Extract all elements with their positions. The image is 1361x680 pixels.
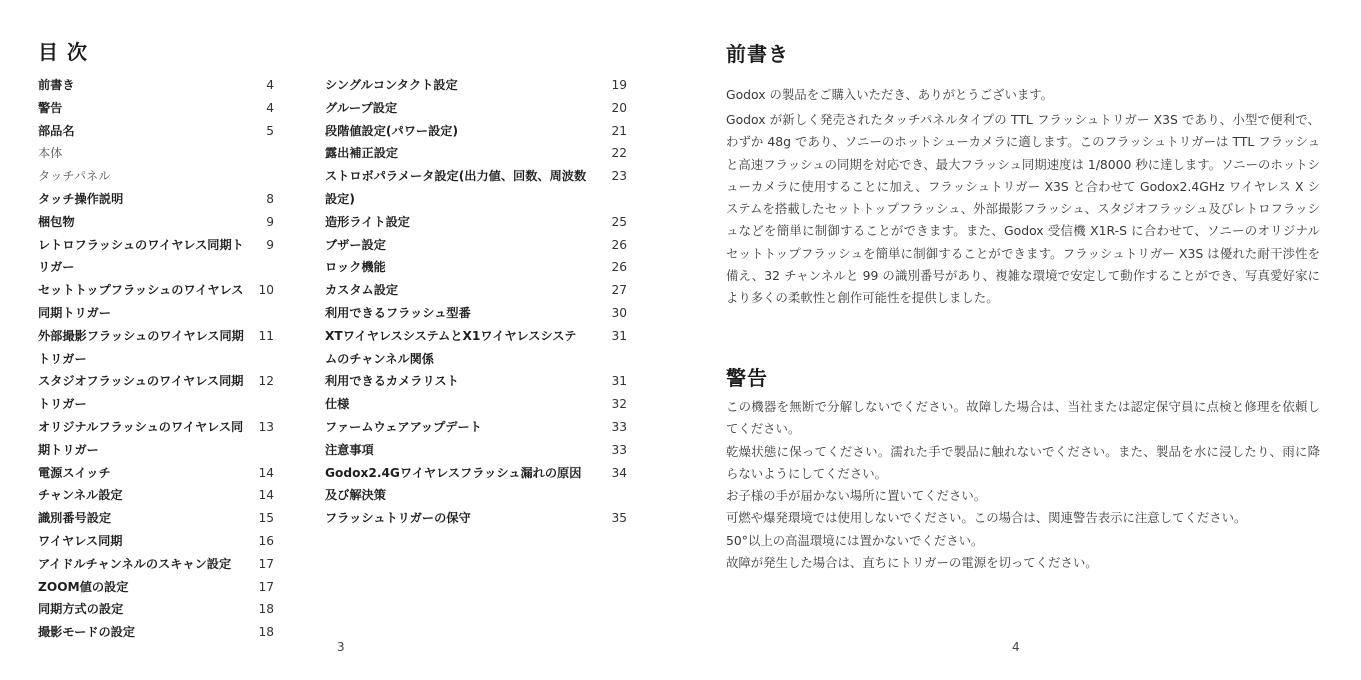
toc-entry[interactable]: [38, 325, 274, 371]
toc-entry-title: 識別番号設定: [38, 511, 112, 526]
preface-intro: Godox の製品をご購入いただき、ありがとうございます。: [726, 87, 1054, 102]
toc-entry[interactable]: [325, 302, 627, 325]
toc-entry-page: 31: [611, 374, 627, 389]
toc-entry-page: 33: [611, 442, 627, 457]
toc-entry[interactable]: [38, 621, 274, 644]
toc-entry-title: 造形ライト設定: [325, 214, 410, 229]
toc-title: 目 次: [38, 40, 88, 64]
toc-column-2: [325, 74, 627, 530]
toc-column-1: [38, 74, 274, 644]
toc-entry-title: アイドルチャンネルのスキャン設定: [38, 556, 232, 571]
toc-entry-title: Godox2.4Gワイヤレスフラッシュ漏れの原因及び解決策: [325, 465, 582, 503]
toc-entry-page: 16: [258, 533, 274, 548]
toc-entry[interactable]: [38, 279, 274, 325]
toc-entry-title: 注意事項: [325, 442, 374, 457]
toc-entry[interactable]: [38, 97, 274, 120]
toc-entry-page: 5: [266, 123, 274, 138]
toc-entry[interactable]: [325, 439, 627, 462]
toc-entry-page: 12: [258, 374, 274, 389]
toc-entry-title: ブザー設定: [325, 237, 386, 252]
toc-entry-title: レトロフラッシュのワイヤレス同期トリガー: [38, 237, 244, 275]
toc-entry-page: 23: [611, 169, 627, 184]
warning-item: 乾燥状態に保ってください。濡れた手で製品に触れないでください。また、製品を水に浸したり、雨に降らないようにしてください。: [726, 443, 1320, 481]
toc-entry[interactable]: [38, 598, 274, 621]
toc-entry[interactable]: [325, 279, 627, 302]
toc-entry[interactable]: [325, 325, 627, 371]
toc-entry-page: 17: [258, 556, 274, 571]
toc-entry-page: 13: [258, 419, 274, 434]
toc-entry[interactable]: [325, 416, 627, 439]
toc-entry-page: 32: [611, 397, 627, 412]
toc-entry[interactable]: [325, 97, 627, 120]
toc-entry[interactable]: [38, 416, 274, 462]
toc-entry[interactable]: [38, 74, 274, 97]
toc-entry[interactable]: [325, 211, 627, 234]
toc-entry[interactable]: [38, 484, 274, 507]
toc-entry[interactable]: [325, 165, 627, 211]
toc-entry-page: 9: [266, 214, 274, 229]
warning-item: 可燃や爆発環境では使用しないでください。この場合は、関連警告表示に注意してください。: [726, 510, 1247, 526]
toc-entry[interactable]: [38, 553, 274, 576]
toc-entry[interactable]: [325, 256, 627, 279]
toc-entry-page: [244, 165, 274, 188]
toc-entry-page: 34: [611, 465, 627, 480]
toc-entry-title: 利用できるカメラリスト: [325, 374, 459, 389]
toc-entry-title: 電源スイッチ: [38, 465, 111, 480]
toc-entry-page: 33: [611, 419, 627, 434]
toc-entry-title: 外部撮影フラッシュのワイヤレス同期トリガー: [38, 328, 244, 366]
toc-entry-page: 4: [266, 78, 274, 92]
toc-entry-page: 9: [266, 237, 274, 252]
toc-entry-page: 8: [266, 191, 274, 206]
toc-entry-page: 27: [611, 283, 627, 298]
toc-entry-title: タッチ操作説明: [38, 191, 124, 206]
toc-entry[interactable]: [325, 142, 627, 165]
toc-entry-title: 仕様: [325, 397, 350, 412]
toc-entry-page: [244, 142, 274, 165]
toc-entry-title: 前書き: [38, 78, 75, 92]
toc-entry-title: 本体: [38, 146, 63, 161]
toc-entry[interactable]: [325, 234, 627, 257]
warning-item: 故障が発生した場合は、直ちにトリガーの電源を切ってください。: [726, 555, 1098, 571]
toc-entry[interactable]: [38, 462, 274, 485]
toc-entry-page: 18: [258, 602, 274, 617]
warning-item: 50°以上の高温環境には置かないでください。: [726, 532, 984, 548]
toc-entry-title: フラッシュトリガーの保守: [325, 511, 471, 526]
toc-entry-title: スタジオフラッシュのワイヤレス同期トリガー: [38, 374, 244, 412]
warning-heading: 警告: [726, 366, 768, 390]
toc-entry-title: タッチパネル: [38, 169, 111, 184]
toc-entry[interactable]: [325, 74, 627, 97]
toc-entry-title: オリジナルフラッシュのワイヤレス同期トリガー: [38, 419, 244, 457]
toc-entry-title: ZOOM値の設定: [38, 579, 129, 594]
toc-entry-title: ワイヤレス同期: [38, 533, 123, 548]
toc-entry-title: 同期方式の設定: [38, 602, 124, 617]
warning-item: お子様の手が届かない場所に置いてください。: [726, 488, 987, 504]
toc-entry-title: チャンネル設定: [38, 488, 123, 503]
toc-entry-title: グループ設定: [325, 100, 398, 115]
toc-entry-title: ストロボパラメータ設定(出力値、回数、周波数設定): [325, 169, 587, 206]
toc-entry-title: 撮影モードの設定: [38, 625, 136, 640]
toc-entry-page: 18: [258, 625, 274, 640]
toc-subentry[interactable]: [38, 142, 274, 165]
toc-entry[interactable]: [38, 120, 274, 143]
toc-entry[interactable]: [38, 370, 274, 416]
toc-entry-title: ロック機能: [325, 260, 386, 275]
right-page: [680, 0, 1361, 680]
toc-entry-title: 段階値設定(パワー設定): [325, 123, 459, 138]
toc-entry-page: 14: [258, 465, 274, 480]
left-page: [0, 0, 680, 680]
toc-entry[interactable]: [325, 462, 627, 508]
toc-entry-title: 部品名: [38, 123, 75, 138]
toc-entry-page: 20: [611, 100, 627, 115]
toc-entry[interactable]: [38, 507, 274, 530]
toc-entry[interactable]: [38, 234, 274, 280]
toc-entry-title: XTワイヤレスシステムとX1ワイヤレスシステムのチャンネル関係: [325, 328, 577, 366]
toc-entry[interactable]: [325, 393, 627, 416]
warning-item: この機器を無断で分解しないでください。故障した場合は、当社または認定保守員に点検と修理を依頼してください。: [726, 399, 1320, 437]
toc-entry-title: セットトップフラッシュのワイヤレス同期トリガー: [38, 283, 244, 320]
page-number: 4: [1012, 640, 1020, 654]
toc-entry-page: 10: [258, 283, 274, 298]
toc-entry-page: 21: [611, 123, 627, 138]
toc-entry-title: 梱包物: [38, 214, 75, 229]
toc-entry-page: 11: [258, 328, 274, 343]
toc-entry[interactable]: [325, 370, 627, 393]
toc-entry-title: 警告: [38, 100, 63, 115]
toc-entry-page: 25: [611, 214, 627, 229]
warning-list: [726, 396, 1320, 574]
toc-entry-title: ファームウェアアップデート: [325, 419, 482, 434]
toc-entry[interactable]: [325, 507, 627, 530]
toc-entry-page: 26: [611, 260, 627, 275]
toc-entry-title: カスタム設定: [325, 283, 399, 298]
toc-entry-page: 35: [611, 511, 627, 526]
toc-entry-page: 4: [266, 100, 274, 115]
preface-body: Godox が新しく発売されたタッチパネルタイプの TTL フラッシュトリガー X3S であり、小型で便利で、わずか 48g であり、ソニーのホットシューカメラに適します。このフラッシュトリガーは TTL フラッシュと高速フラッシュの同期を対応でき、最大フラッシュ同期速度は 1/8000 秒に達します。ソニーのホットシューカメラに使用することに加え、フラッシュトリガー X3S と合わせて Godox2.4GHz ワイヤレス X システムを搭載したセットトップフラッシュ、外部撮影フラッシュ、スタジオフラッシュ及びレトロフラッシュなどを簡単に制御することができます。また、Godox 受信機 X1R-S に合わせて、ソニーのオリジナルセットトップフラッシュを簡単に制御することができます。フラッシュトリガー X3S は優れた耐干渉性を備え、32 チャンネルと 99 の識別番号があり、複雑な環境で安定して動作することができ、写真愛好家により多くの柔軟性と創作可能性を提供しました。: [726, 112, 1320, 306]
toc-subentry[interactable]: [38, 165, 274, 188]
toc-entry-title: 利用できるフラッシュ型番: [325, 305, 471, 320]
toc-entry-page: 15: [258, 511, 274, 526]
toc-entry-page: 19: [611, 78, 627, 92]
toc-entry-page: 30: [611, 305, 627, 320]
toc-entry[interactable]: [38, 211, 274, 234]
preface-heading: 前書き: [726, 42, 789, 66]
toc-entry-title: 露出補正設定: [325, 146, 399, 161]
toc-entry-page: 31: [611, 328, 627, 343]
toc-entry-page: 14: [258, 488, 274, 503]
toc-entry-page: 17: [258, 579, 274, 594]
page-number: 3: [337, 640, 345, 654]
toc-entry-page: 26: [611, 237, 627, 252]
toc-entry[interactable]: [325, 120, 627, 143]
toc-entry-title: シングルコンタクト設定: [325, 78, 458, 92]
toc-entry[interactable]: [38, 530, 274, 553]
toc-entry[interactable]: [38, 576, 274, 599]
toc-entry[interactable]: [38, 188, 274, 211]
toc-entry-page: 22: [611, 146, 627, 161]
